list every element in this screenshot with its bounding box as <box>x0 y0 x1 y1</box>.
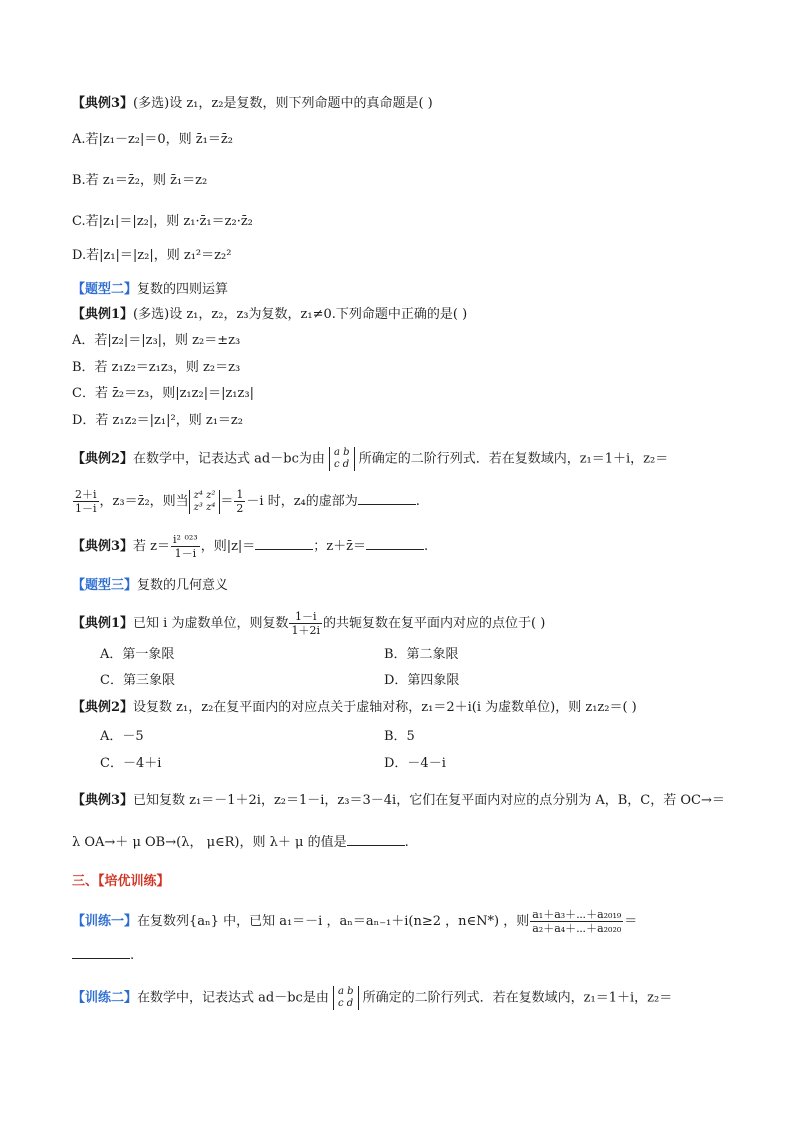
t2-q2-line1: 【典例2】在数学中，记表达式 ad－bc为由 a b c d 所确定的二阶行列式．若在复数域内，z₁＝1＋i，z₂＝ <box>72 447 669 470</box>
answer-blank[interactable] <box>72 944 130 959</box>
determinant-abcd: a b c d <box>333 986 359 1010</box>
option-c: C.若|z₁|＝|z₂|，则 z₁·z̄₁＝z₂·z̄₂ <box>72 214 253 229</box>
training-one: 【训练一】在复数列{aₙ} 中，已知 a₁＝－i ，aₙ＝aₙ₋₁＋i(n≥2 ，n∈N*) ，则 $\frac{\text{a₁＋a₃＋⋯＋a₂₀₁₉}}{\text{a₂＋a₄＋⋯＋a₂₀₂₀}}$ ＝ <box>72 908 638 935</box>
fraction: $\frac{\text{i² ⁰²³}}{1-i}$ <box>173 533 198 560</box>
t2-q1-b: B．若 z₁z₂＝z₁z₃，则 z₂＝z₃ <box>72 360 241 375</box>
answer-blank[interactable] <box>347 831 405 846</box>
t3-q2-c: C．－4＋i <box>100 756 162 771</box>
fraction: $\frac{1-i}{1+2i}$ <box>291 610 320 637</box>
label-ex3: 【典例3】 <box>72 96 134 111</box>
example3-stem: 【典例3】(多选)设 z₁，z₂是复数，则下列命题中的真命题是( ) <box>72 96 433 111</box>
fraction: $\frac{2+i}{1-i}$ <box>75 488 97 515</box>
section-type3: 【题型三】复数的几何意义 <box>72 578 229 593</box>
t3-q2-stem: 【典例2】设复数 z₁，z₂在复平面内的对应点关于虚轴对称，z₁＝2＋i(i 为虚数单位)，则 z₁z₂＝( ) <box>72 700 637 715</box>
option-b: B.若 z₁＝z̄₂，则 z̄₁＝z₂ <box>72 173 208 188</box>
t3-q1-stem: 【典例1】已知 i 为虚数单位，则复数 $\frac{1-i}{1+2i}$ 的共轭复数在复平面内对应的点位于( ) <box>72 610 546 637</box>
determinant-abcd: a b c d <box>329 447 355 471</box>
section-three-title: 三、【培优训练】 <box>72 874 170 889</box>
t3-q1-c: C．第三象限 <box>100 673 175 688</box>
t2-q3: 【典例3】若 z＝ $\frac{\text{i² ⁰²³}}{1-i}$ ，则|z|＝ ；z＋z̄＝ . <box>72 533 429 560</box>
determinant-z: z⁴ z² z³ z⁴ <box>189 490 221 514</box>
training-two: 【训练二】在数学中，记表达式 ad－bc是由 a b c d 所确定的二阶行列式．若在复数域内，z₁＝1＋i，z₂＝ <box>72 986 673 1009</box>
t3-q3-line2: λ OA→＋ μ OB→(λ， μ∈R)，则 λ＋ μ 的值是 . <box>72 831 409 852</box>
t3-q3-line1: 【典例3】已知复数 z₁＝－1＋2i，z₂＝1－i，z₃＝3－4i，它们在复平面内对应的点分别为 A，B，C，若 OC→＝ <box>72 793 725 808</box>
answer-blank-1[interactable] <box>255 535 313 550</box>
option-a: A.若|z₁－z₂|＝0，则 z̄₁＝z̄₂ <box>72 132 233 147</box>
t2-q1-stem: 【典例1】(多选)设 z₁，z₂，z₃为复数，z₁≠0.下列命题中正确的是( ) <box>72 307 468 322</box>
t3-q2-b: B．5 <box>384 729 415 744</box>
half-fraction: $\frac{1}{2}$ <box>236 488 244 515</box>
t2-q2-line2: $\frac{2+i}{1-i}$ ，z₃＝z̄₂，则当 z⁴ z² z³ z⁴ ＝ $\frac{1}{2}$ －i 时，z₄的虚部为 . <box>75 488 420 515</box>
section-type2: 【题型二】复数的四则运算 <box>72 282 229 297</box>
t2-q1-a: A．若|z₂|＝|z₃|，则 z₂＝±z₃ <box>72 333 241 348</box>
t2-q1-c: C．若 z̄₂＝z₃，则|z₁z₂|＝|z₁z₃| <box>72 386 254 401</box>
t3-q1-d: D．第四象限 <box>384 673 460 688</box>
t3-q1-a: A．第一象限 <box>100 647 175 662</box>
fraction: $\frac{\text{a₁＋a₃＋⋯＋a₂₀₁₉}}{\text{a₂＋a₄＋⋯＋a₂₀₂₀}}$ <box>532 908 622 935</box>
t3-q2-a: A．－5 <box>100 729 144 744</box>
option-d: D.若|z₁|＝|z₂|，则 z₁²＝z₂² <box>72 248 232 263</box>
answer-blank[interactable] <box>358 490 416 505</box>
t3-q1-b: B．第二象限 <box>384 647 459 662</box>
t3-q2-d: D．－4－i <box>384 756 446 771</box>
t2-q1-d: D．若 z₁z₂＝|z₁|²，则 z₁＝z₂ <box>72 413 243 428</box>
training-one-blank: . <box>72 944 134 965</box>
answer-blank-2[interactable] <box>366 535 424 550</box>
